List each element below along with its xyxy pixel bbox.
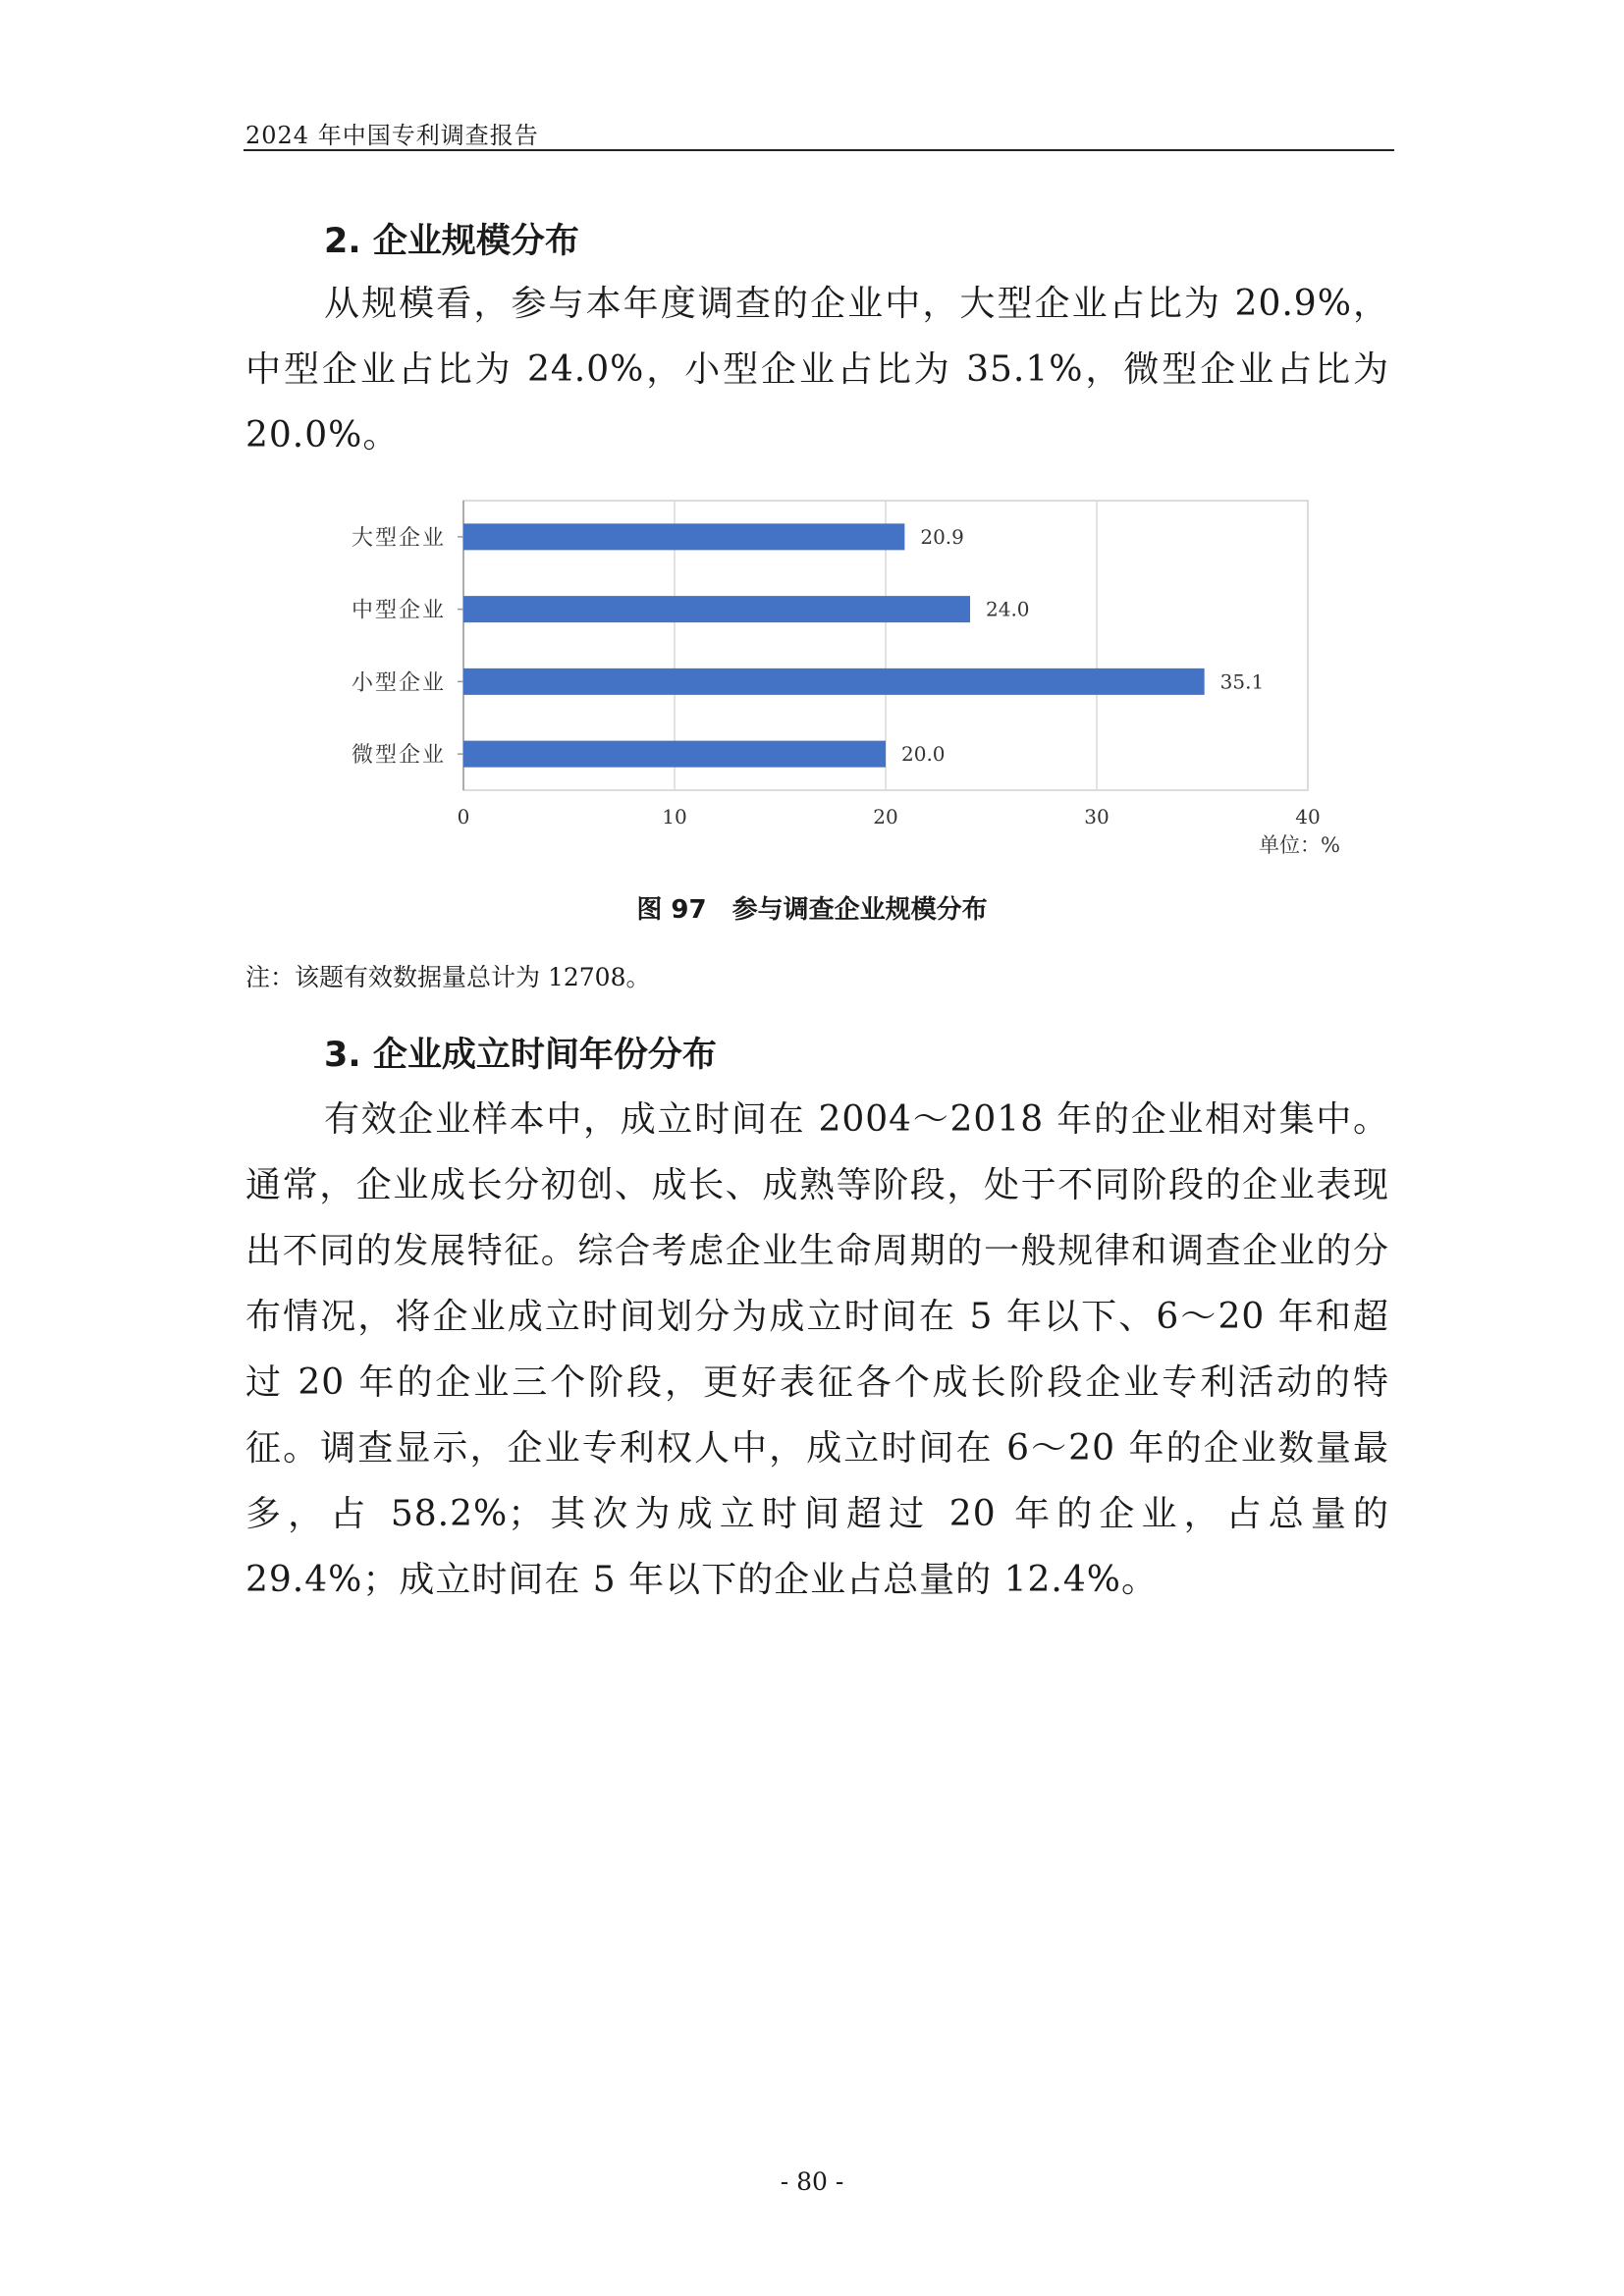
bar: [463, 596, 970, 622]
x-tick-label: 40: [1295, 805, 1321, 828]
bar: [463, 523, 904, 550]
section-heading-enterprise-size: 2. 企业规模分布: [324, 222, 579, 261]
figure-caption: 图 97 参与调查企业规模分布: [636, 895, 988, 925]
bars: [463, 523, 1205, 767]
x-tick-label: 20: [873, 805, 898, 828]
x-tick-label: 30: [1084, 805, 1110, 828]
paragraph-founding-year: 有效企业样本中，成立时间在 2004～2018 年的企业相对集中。通常，企业成长分初创、成长、成熟等阶段，处于不同阶段的企业表现出不同的发展特征。综合考虑企业生命周期的一般规律和调查企业的分布情况，将企业成立时间划分为成立时间在 5 年以下、6～20 年和超过 20 年的企业三个阶段，更好表征各个成长阶段企业专利活动的特征。调查显示，企业专利权人中，成立时间在 6～20 年的企业数量最多，占 58.2%；其次为成立时间超过 20 年的企业，占总量的 29.4%；成立时间在 5 年以下的企业占总量的 12.4%。: [245, 1099, 1389, 1600]
x-tick-label: 0: [457, 805, 470, 828]
paragraph-enterprise-size: 从规模看，参与本年度调查的企业中，大型企业占比为 20.9%，中型企业占比为 24.0%，小型企业占比为 35.1%，微型企业占比为 20.0%。: [245, 284, 1389, 455]
running-header: 2024 年中国专利调查报告: [245, 122, 539, 149]
header-rule: [244, 149, 1394, 151]
category-label: 微型企业: [351, 743, 446, 769]
page-number: - 80 -: [780, 2167, 844, 2196]
value-label: 20.9: [920, 524, 964, 549]
value-label: 24.0: [986, 597, 1030, 621]
bar: [463, 668, 1205, 695]
x-tick-label: 10: [662, 805, 687, 828]
figure-note: 注：该题有效数据量总计为 12708。: [245, 963, 651, 991]
value-label: 20.0: [901, 742, 946, 767]
category-label: 大型企业: [351, 525, 446, 551]
enterprise-size-chart: [324, 491, 1345, 874]
bar: [463, 741, 886, 768]
section-heading-founding-year: 3. 企业成立时间年份分布: [324, 1036, 717, 1075]
value-label: 35.1: [1219, 669, 1265, 694]
category-label: 中型企业: [351, 598, 446, 623]
bar-chart-svg: [324, 491, 1345, 874]
unit-label: 单位：%: [1259, 833, 1340, 857]
category-label: 小型企业: [351, 670, 446, 696]
